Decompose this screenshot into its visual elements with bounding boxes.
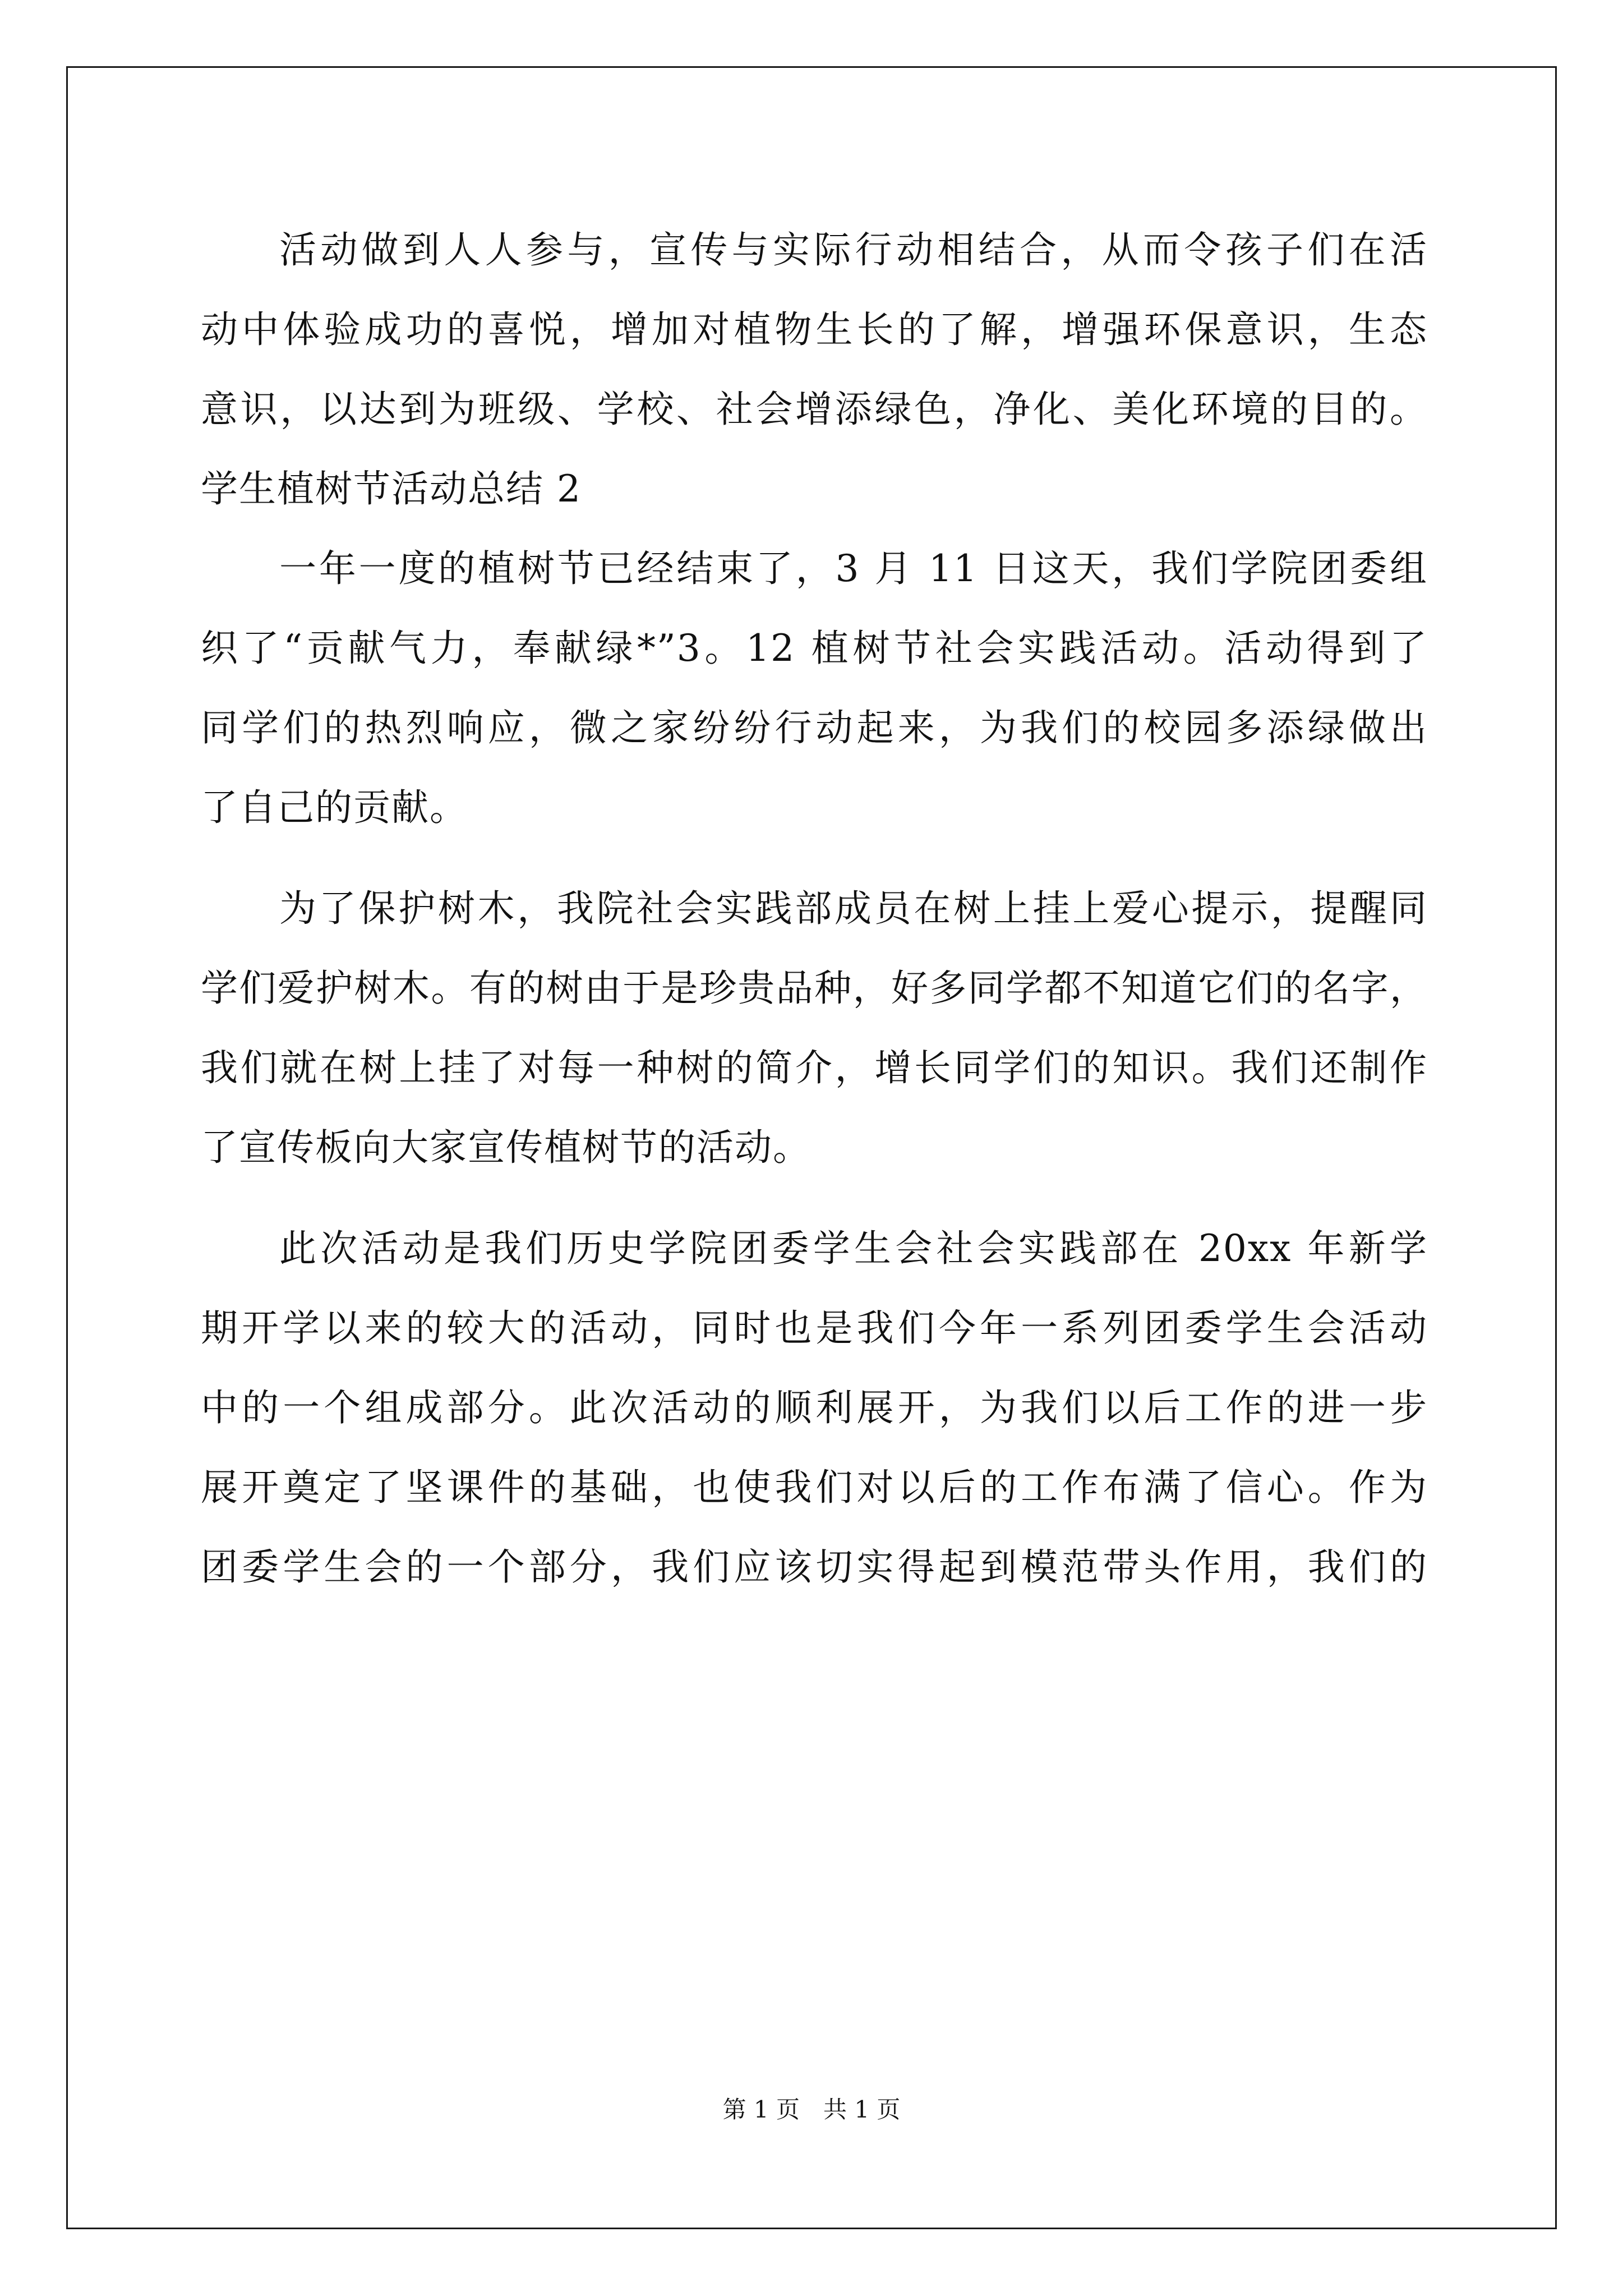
text-line: 活动做到人人参与，宣传与实际行动相结合，从而令孩子们在活 — [279, 228, 1428, 272]
paragraph-gap — [201, 1188, 1428, 1209]
text-line: 意识，以达到为班级、学校、社会增添绿色，净化、美化环境的目的。 — [201, 388, 1428, 431]
text-line: 了自己的贡献。 — [201, 786, 468, 829]
page-footer: 第 1 页 共 1 页 — [722, 2096, 901, 2123]
text-line: 了宣传板向大家宣传植树节的活动。 — [201, 1126, 811, 1169]
paragraph-gap — [201, 848, 1428, 869]
text-line: 中的一个组成部分。此次活动的顺利展开，为我们以后工作的进一步 — [201, 1386, 1428, 1429]
text-line: 为了保护树木，我院社会实践部成员在树上挂上爱心提示，提醒同 — [279, 887, 1428, 930]
text-line: 一年一度的植树节已经结束了，3 月 11 日这天，我们学院团委组 — [279, 547, 1428, 590]
document-body — [201, 210, 1428, 1607]
text-line: 我们就在树上挂了对每一种树的简介，增长同学们的知识。我们还制作 — [201, 1046, 1428, 1089]
text-line: 动中体验成功的喜悦，增加对植物生长的了解，增强环保意识，生态 — [201, 308, 1428, 351]
text-line: 团委学生会的一个部分，我们应该切实得起到模范带头作用，我们的 — [201, 1545, 1428, 1589]
text-line: 织了“贡献气力，奉献绿*”3。12 植树节社会实践活动。活动得到了 — [201, 627, 1428, 670]
text-line: 展开奠定了坚课件的基础，也使我们对以后的工作布满了信心。作为 — [201, 1466, 1428, 1509]
text-line: 同学们的热烈响应，微之家纷纷行动起来，为我们的校园多添绿做出 — [201, 706, 1428, 749]
text-line: 学们爱护树木。有的树由于是珍贵品种，好多同学都不知道它们的名字， — [201, 967, 1428, 1010]
section-heading: 学生植树节活动总结 2 — [201, 467, 582, 510]
text-line: 期开学以来的较大的活动，同时也是我们今年一系列团委学生会活动 — [201, 1306, 1428, 1350]
text-line: 此次活动是我们历史学院团委学生会社会实践部在 20xx 年新学 — [279, 1227, 1428, 1270]
